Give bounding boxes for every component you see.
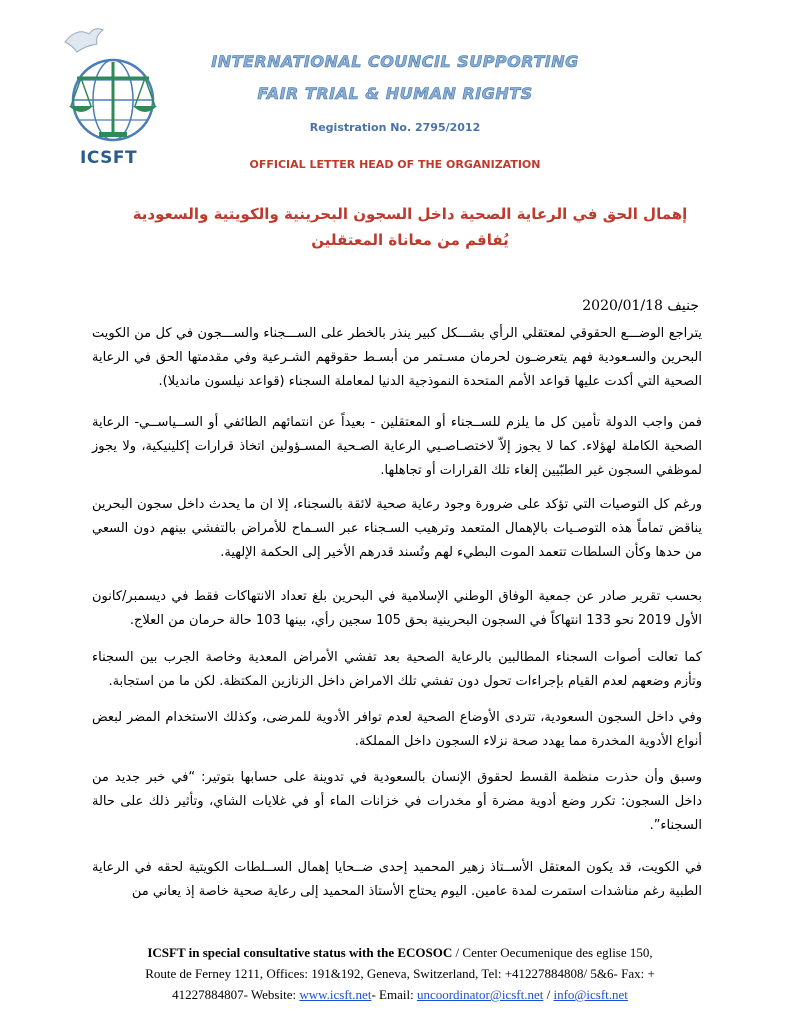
footer-line3 (80, 984, 720, 1005)
paragraph-6: وفي داخل السجون السعودية، تتردى الأوضاع الصحية لعدم توافر الأدوية للمرضى، وكذلك الاستخدام المضر لبعض أنواع الأدوية المخدرة مما يهدد صحة نزلاء السجون داخل المملكة. (92, 710, 702, 749)
website-link[interactable]: www.icsft.net (299, 987, 372, 1002)
org-name-line2: FAIR TRIAL & HUMAN RIGHTS (257, 84, 533, 103)
article-title-line2: يُفاقم من معاناة المعتقلين (311, 231, 509, 249)
paragraph-1: يتراجع الوضـــع الحقوقي لمعتقلي الرأي بشـــكل كبير ينذر بالخطر على الســـجناء والســـجون في كل من الكويت البحرين والسـعودية فهم يتعرضـون لحرمان مسـتمر من أبسـط حقوقهم الشـرعية وفي مقدمتها الحق في الرعاية الصحية التي أكدت عليها قواعد الأمم المتحدة النموذجية الدنيا لمعاملة السجناء (قواعد نيلسون مانديلا). (92, 326, 702, 389)
date-line: جنيف 2020/01/18 (582, 298, 699, 314)
footer-fax-website-label: 41227884807- Website: (172, 987, 300, 1002)
footer-line2: Route de Ferney 1211, Offices: 191&192, Geneva, Switzerland, Tel: +41227884808/ 5&6- Fax: + (145, 966, 655, 981)
email-link-info[interactable]: info@icsft.net (553, 987, 628, 1002)
footer-status: ICSFT in special consultative status with the ECOSOC (147, 945, 453, 960)
footer-email-label: - Email: (371, 987, 417, 1002)
paragraph-3: ورغم كل التوصيات التي تؤكد على ضرورة وجود رعاية صحية لائقة بالسجناء، إلا ان ما يحدث داخل سجون البحرين يناقض تماماً هذه التوصـيات بالإهمال المتعمد وترهيب السـجناء عبر السـماح للأمراض بالتفشي بينهم دون السعي من حدها وكأن السلطات تتعمد الموت البطيء لهم وتُسند قدرهم الأخير إلى الحكمة الإلهية. (92, 497, 702, 560)
footer-address-start: / Center Oecumenique des eglise 150, (452, 945, 653, 960)
footer-separator: / (543, 987, 554, 1002)
article-title-line1: إهمال الحق في الرعاية الصحية داخل السجون البحرينية والكويتية والسعودية (132, 205, 688, 223)
org-name-line1: INTERNATIONAL COUNCIL SUPPORTING (211, 52, 579, 71)
footer-line1 (80, 942, 720, 963)
scales-globe-logo-icon (55, 22, 165, 152)
registration-number: Registration No. 2795/2012 (309, 121, 481, 134)
paragraph-7: وسبق وأن حذرت منظمة القسط لحقوق الإنسان بالسعودية في تدوينة على حسابها بتوتير: “في خبر جديد من داخل السجون: تكرر وضع أدوية مضرة أو مخدرات في خزانات الماء أو في غلايات الشاي، وتأثير ذلك على حالة السجناء”. (92, 770, 702, 833)
paragraph-5: كما تعالت أصوات السجناء المطالبين بالرعاية الصحية بعد تفشي الأمراض المعدية وخاصة الجرب بين السجناء وتأزم وضعهم لعدم القيام بإجراءات تحول دون تفشي تلك الامراض داخل الزنازين المكتظة. لكن ما من استجابة. (92, 650, 702, 689)
paragraph-4: بحسب تقرير صادر عن جمعية الوفاق الوطني الإسلامية في البحرين بلغ تعداد الانتهاكات فقط في ديسمبر/كانون الأول 2019 نحو 133 انتهاكاً في السجون البحرينية بحق 105 سجين رأي، بينها 103 حالة حرمان من العلاج. (92, 589, 702, 628)
email-link-coordinator[interactable]: uncoordinator@icsft.net (416, 987, 544, 1002)
official-letterhead-label: OFFICIAL LETTER HEAD OF THE ORGANIZATION (249, 158, 541, 171)
paragraph-8: في الكويت، قد يكون المعتقل الأســتاذ زهير المحميد إحدى ضــحايا إهمال الســلطات الكويتية لحقه في الرعاية الطبية رغم مناشدات استمرت لمدة عامين. اليوم يحتاج الأستاذ المحميد إلى رعاية صحية خاصة إذ يعاني من (92, 860, 702, 899)
footer (80, 942, 720, 1005)
logo-text: ICSFT (80, 148, 138, 168)
paragraph-2: فمن واجب الدولة تأمين كل ما يلزم للســجناء أو المعتقلين - بعيداً عن انتمائهم الطائفي أو الســياســي- الرعاية الصحية الكاملة لهؤلاء. كما لا يجوز إلاّ لاختصـاصـيي الرعاية الصـحية المسـؤولين اتخاذ قرارات إكلينيكية، ولا يجوز لموظفي السجون غير الطبّيين إلغاء تلك القرارات أو تجاهلها. (92, 415, 702, 478)
